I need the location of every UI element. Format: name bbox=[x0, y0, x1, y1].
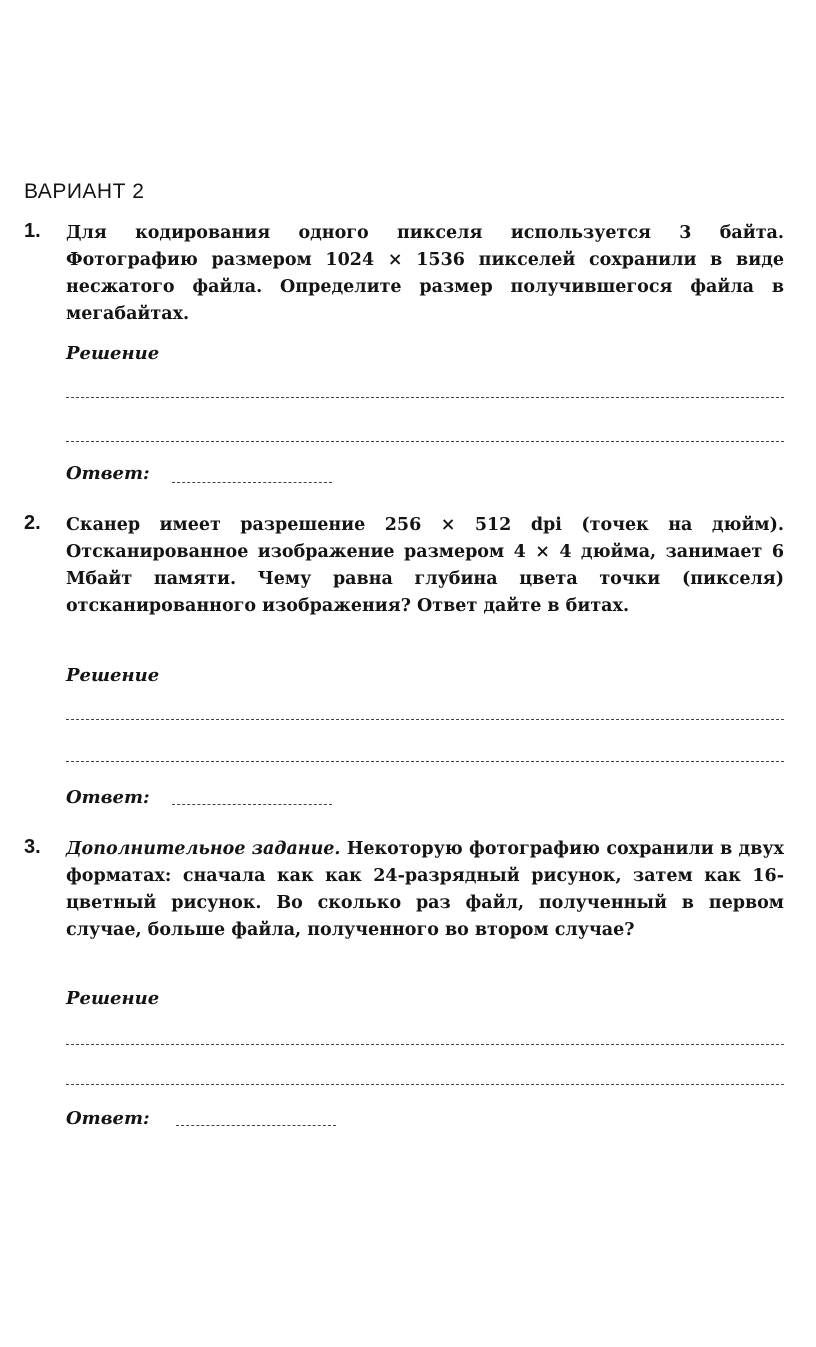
task-number: 3. bbox=[24, 836, 41, 858]
solution-label: Решение bbox=[66, 988, 160, 1009]
solution-line[interactable] bbox=[66, 1084, 784, 1085]
task-text: Сканер имеет разрешение 256 × 512 dpi (точек на дюйм). Отсканированное изображение размером 4 × 4 дюйма, занимает 6 Мбайт памяти. Чему равна глубина цвета точки (пикселя) отсканированного изображения? Ответ дайте в битах. bbox=[66, 515, 784, 616]
task-text bbox=[66, 836, 784, 944]
task-number: 2. bbox=[24, 512, 41, 534]
solution-line[interactable] bbox=[66, 441, 784, 442]
answer-label: Ответ: bbox=[66, 1108, 150, 1129]
task-number: 1. bbox=[24, 220, 41, 242]
solution-line[interactable] bbox=[66, 761, 784, 762]
answer-line[interactable] bbox=[176, 1125, 336, 1126]
answer-line[interactable] bbox=[172, 482, 332, 483]
solution-line[interactable] bbox=[66, 1044, 784, 1045]
task-prefix: Дополнительное задание. bbox=[66, 839, 341, 859]
task-text: Для кодирования одного пикселя используется 3 байта. Фотографию размером 1024 × 1536 пикселей сохранили в виде несжатого файла. Определите размер получившегося файла в мегабайтах. bbox=[66, 223, 784, 324]
answer-label: Ответ: bbox=[66, 463, 150, 484]
answer-line[interactable] bbox=[172, 804, 332, 805]
variant-title: ВАРИАНТ 2 bbox=[24, 180, 145, 203]
task-body: Некоторую фотографию сохранили в двух форматах: сначала как как 24-разрядный рисунок, затем как 16-цветный рисунок. Во сколько раз файл, полученный в первом случае, больше файла, полученного во втором случае? bbox=[66, 839, 784, 940]
solution-line[interactable] bbox=[66, 719, 784, 720]
solution-label: Решение bbox=[66, 343, 160, 364]
solution-line[interactable] bbox=[66, 397, 784, 398]
answer-label: Ответ: bbox=[66, 787, 150, 808]
solution-label: Решение bbox=[66, 665, 160, 686]
